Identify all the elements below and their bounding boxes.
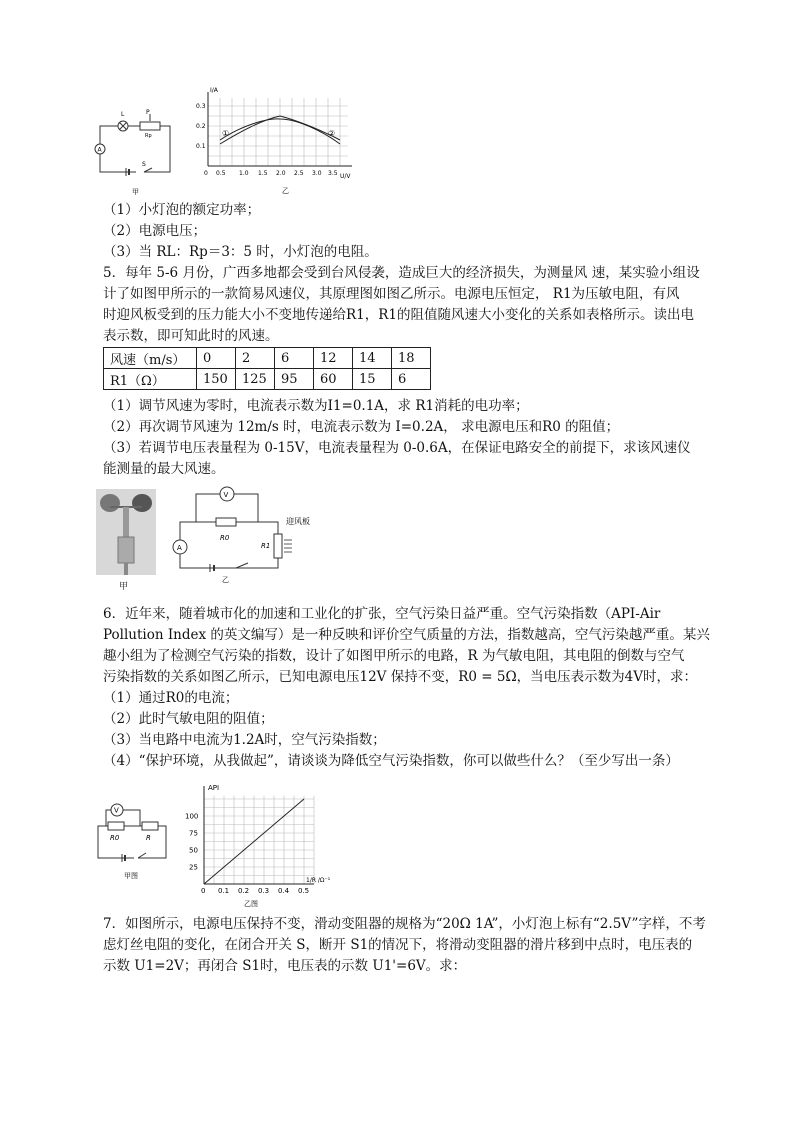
curve-2-label: ② (328, 129, 336, 138)
circuit-caption: 乙 (222, 576, 229, 584)
y-tick: 0.3 (196, 103, 206, 110)
r1-label: R1 (261, 542, 271, 550)
wind-circuit-diagram (168, 484, 324, 584)
q5-line-1: 5．每年 5-6 月份，广西多地都会受到台风侵袭，造成巨大的经济损失，为测量风 速，某实验小组设 (103, 265, 700, 281)
y-tick: 0.1 (196, 143, 206, 150)
table-cell: 95 (275, 369, 314, 390)
y-axis-label: API (208, 784, 220, 792)
top-circuit-diagram (92, 104, 184, 196)
circuit-caption: 甲 (132, 188, 139, 196)
rheostat-label: Rp (145, 133, 152, 139)
table-cell: 2 (236, 348, 275, 369)
q5-part-3a: （3）若调节电压表量程为 0-15V，电流表量程为 0-0.6A，在保证电路安全的前提下，求该风速仪 (103, 440, 691, 456)
table-cell: 60 (314, 369, 353, 390)
y-tick: 25 (189, 863, 198, 872)
ammeter-label: A (97, 146, 102, 154)
q7-line-2: 虑灯丝电阻的变化，在闭合开关 S，断开 S1的情况下，将滑动变阻器的滑片移到中点时，电压表的 (103, 937, 693, 953)
x-axis-label: 1/R /Ω⁻¹ (306, 877, 331, 884)
voltmeter-label: V (114, 806, 119, 815)
q5-part-2: （2）再次调节风速为 12m/s 时，电流表示数为 I=0.2A， 求电源电压和R0 的阻值； (103, 419, 620, 435)
r0-label: R0 (220, 534, 230, 542)
r0-label: R0 (110, 834, 120, 842)
graph-caption: 乙 (282, 187, 289, 195)
circuit-caption: 甲图 (124, 872, 138, 880)
x-tick: 3.5 (328, 170, 338, 177)
x-tick: 0.1 (218, 887, 230, 895)
q6-line-2: Pollution Index 的英文编写）是一种反映和评价空气质量的方法，指数越高，空气污染越严重。某兴 (103, 627, 710, 643)
table-cell: 18 (392, 348, 431, 369)
q6-line-4: 污染指数的关系如图乙所示，已知电源电压12V 保持不变，R0 = 5Ω，当电压表示数为4V时，求： (103, 669, 697, 685)
wind-board-label: 迎风板 (286, 517, 310, 526)
table-cell: 15 (353, 369, 392, 390)
x-tick: 0 (204, 170, 208, 177)
voltmeter-label: V (223, 491, 229, 499)
y-tick: 50 (189, 846, 198, 855)
q5-line-4: 表示数，即可知此时的风速。 (103, 328, 279, 344)
q6-part-4: （4）“保护环境，从我做起”，请谈谈为降低空气污染指数，你可以做些什么？（至少写出一条） (103, 753, 679, 769)
y-axis-label: I/A (210, 87, 218, 94)
x-tick: 3.0 (312, 170, 322, 177)
table-cell: 6 (392, 369, 431, 390)
q7-line-1: 7．如图所示，电源电压保持不变，滑动变阻器的规格为“20Ω 1A”，小灯泡上标有“2.5V”字样，不考 (103, 916, 706, 932)
q5-line-2: 计了如图甲所示的一款简易风速仪，其原理图如图乙所示。电源电压恒定， R1为压敏电阻，有风 (103, 286, 680, 302)
y-tick: 100 (185, 812, 199, 821)
x-tick: 0.5 (216, 170, 226, 177)
table-header-resistance: R1（Ω） (104, 369, 197, 390)
r-label: R (146, 834, 151, 842)
x-tick: 0.4 (278, 887, 290, 895)
photo-caption: 甲 (119, 582, 129, 592)
anemometer-photo (96, 489, 156, 575)
x-tick: 0.2 (238, 887, 250, 895)
q4-part-1: （1）小灯泡的额定功率； (103, 202, 261, 218)
table-row (104, 348, 431, 369)
lamp-label: L (121, 111, 125, 118)
wind-resistance-table (103, 347, 431, 390)
q6-part-1: （1）通过R0的电流； (103, 690, 239, 706)
x-tick: 0.5 (298, 887, 310, 895)
slider-label: P (146, 109, 150, 116)
y-tick: 0.2 (196, 123, 206, 130)
table-header-speed: 风速（m/s） (104, 348, 197, 369)
table-cell: 0 (197, 348, 236, 369)
switch-label: S (142, 161, 146, 168)
q4-part-2: （2）电源电压； (103, 223, 207, 239)
table-cell: 125 (236, 369, 275, 390)
api-circuit-diagram (92, 796, 180, 880)
table-row (104, 369, 431, 390)
q6-line-1: 6．近年来，随着城市化的加速和工业化的扩张，空气污染日益严重。空气污染指数（API-Air (103, 606, 661, 622)
graph-caption: 乙图 (244, 900, 258, 908)
table-cell: 6 (275, 348, 314, 369)
x-tick: 1.0 (239, 170, 249, 177)
ammeter-label: A (177, 544, 182, 552)
q4-part-3: （3）当 RL：Rp＝3：5 时，小灯泡的电阻。 (103, 244, 378, 260)
q5-part-1: （1）调节风速为零时，电流表示数为I1=0.1A，求 R1消耗的电功率； (103, 398, 529, 414)
q6-part-3: （3）当电路中电流为1.2A时，空气污染指数； (103, 732, 386, 748)
x-tick: 2.0 (276, 170, 286, 177)
x-axis-label: U/V (340, 173, 351, 180)
q6-part-2: （2）此时气敏电阻的阻值； (103, 711, 274, 727)
table-cell: 12 (314, 348, 353, 369)
api-graph (182, 780, 346, 910)
y-tick: 75 (189, 829, 198, 838)
x-tick: 0 (201, 887, 206, 895)
q7-line-3: 示数 U1=2V；再闭合 S1时，电压表的示数 U1'=6V。求： (103, 958, 467, 974)
x-tick: 2.5 (294, 170, 304, 177)
x-tick: 0.3 (258, 887, 270, 895)
table-cell: 14 (353, 348, 392, 369)
q5-part-3b: 能测量的最大风速。 (103, 461, 225, 477)
table-cell: 150 (197, 369, 236, 390)
x-tick: 1.5 (258, 170, 268, 177)
top-iu-graph (196, 86, 356, 198)
curve-1-label: ① (222, 129, 230, 138)
q5-line-3: 时迎风板受到的压力能大小不变地传递给R1，R1的阻值随风速大小变化的关系如表格所示。读出电 (103, 307, 695, 323)
q6-line-3: 趣小组为了检测空气污染的指数，设计了如图甲所示的电路，R 为气敏电阻，其电阻的倒数与空气 (103, 648, 685, 664)
